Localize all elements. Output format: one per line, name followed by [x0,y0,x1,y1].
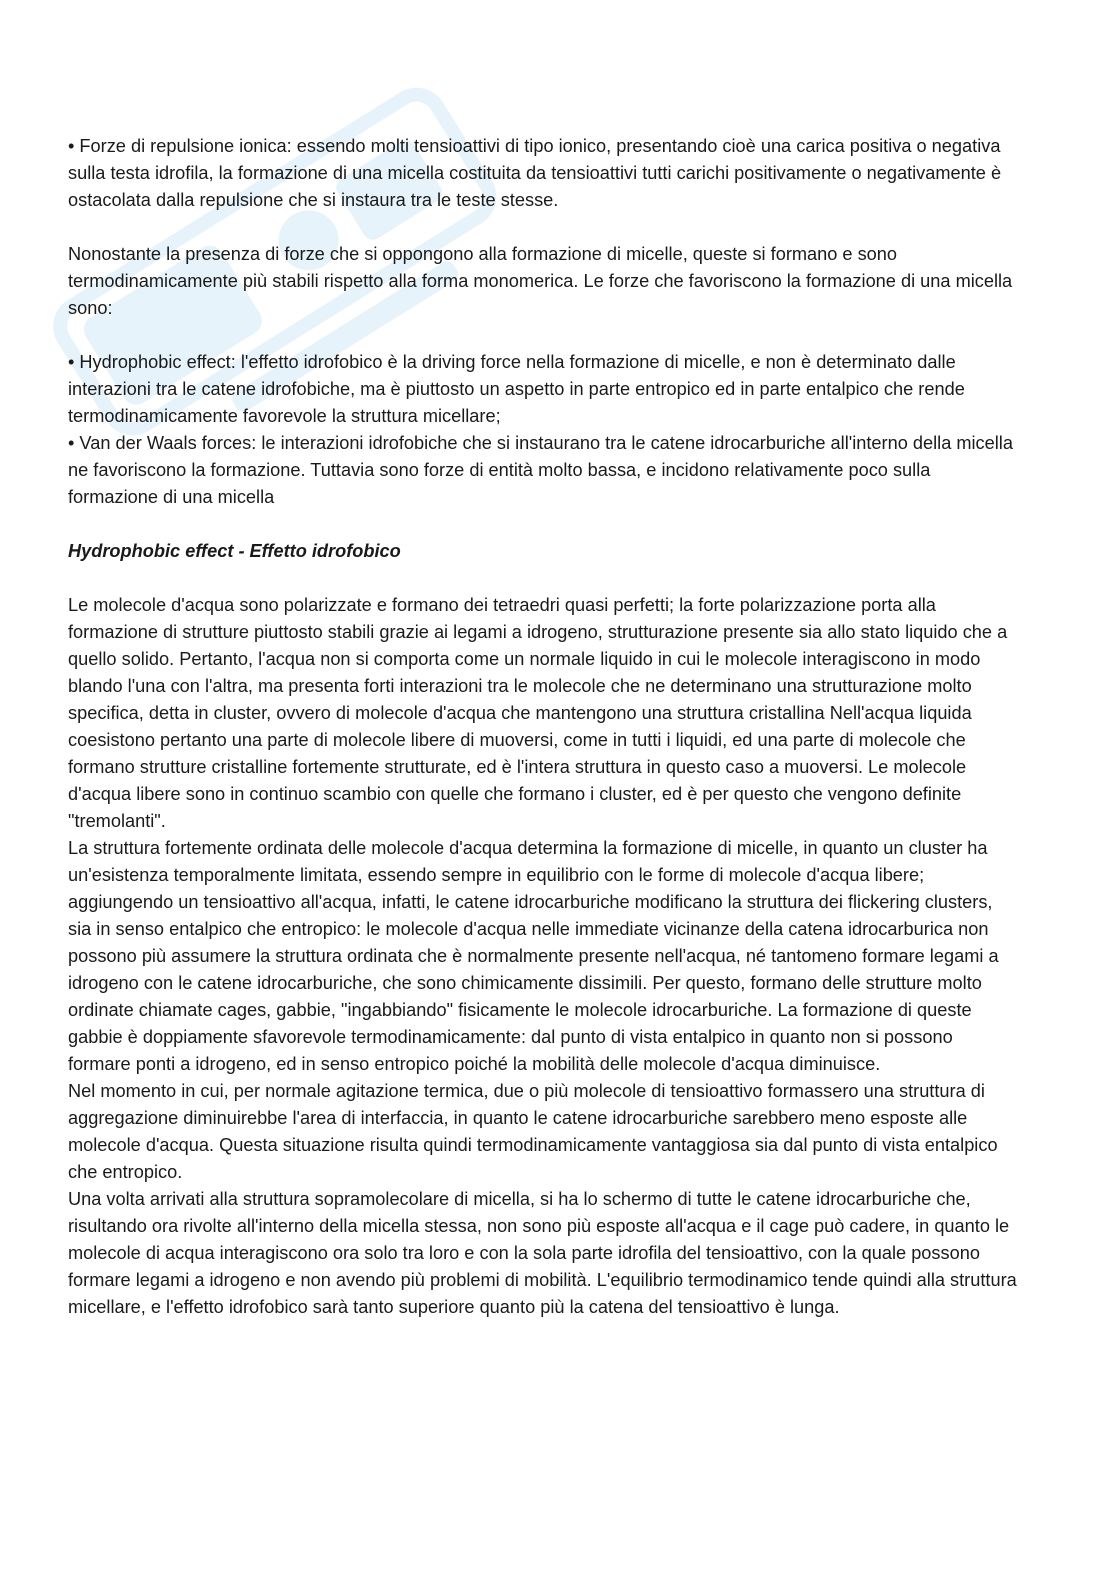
body-paragraph: Nel momento in cui, per normale agitazione termica, due o più molecole di tensioattivo formassero una struttura di aggregazione diminuirebbe l'area di interfaccia, in quanto le catene idrocarburiche sarebbero meno esposte alle molecole d'acqua. Questa situazione risulta quindi termodinamicamente vantaggiosa sia dal punto di vista entalpico che entropico. [68,1081,998,1182]
intro-bullet: • Forze di repulsione ionica: essendo molti tensioattivi di tipo ionico, presentando cioè una carica positiva o negativa sulla testa idrofila, la formazione di una micella costituita da tensioattivi tutti carichi positivamente o negativamente è ostacolata dalla repulsione che si instaura tra le teste stesse. [68,136,1002,210]
document-page [68,133,1018,1321]
spacer [68,214,1018,241]
paragraph-forces: Nonostante la presenza di forze che si oppongono alla formazione di micelle, queste si formano e sono termodinamicamente più stabili rispetto alla forma monomerica. Le forze che favoriscono la formazione di una micella sono: [68,244,1013,318]
bullet-van-der-waals: • Van der Waals forces: le interazioni idrofobiche che si instaurano tra le catene idrocarburiche all'interno della micella ne favoriscono la formazione. Tuttavia sono forze di entità molto bassa, e incidono relativamente poco sulla formazione di una micella [68,433,1013,507]
body-paragraph: La struttura fortemente ordinata delle molecole d'acqua determina la formazione di micelle, in quanto un cluster ha un'esistenza temporalmente limitata, essendo sempre in equilibrio con le forme di molecole d'acqua libere; aggiungendo un tensioattivo all'acqua, infatti, le catene idrocarburiche modificano la struttura dei flickering clusters, sia in senso entalpico che entropico: le molecole d'acqua nelle immediate vicinanze della catena idrocarburica non possono più assumere la struttura ordinata che è normalmente presente nell'acqua, né tantomeno formare legami a idrogeno con le catene idrocarburiche, che sono chimicamente dissimili. Per questo, formano delle strutture molto ordinate chiamate cages, gabbie, "ingabbiando" fisicamente le molecole idrocarburiche. La formazione di queste gabbie è doppiamente sfavorevole termodinamicamente: dal punto di vista entalpico in quanto non si possono formare ponti a idrogeno, ed in senso entropico poiché la mobilità delle molecole d'acqua diminuisce. [68,838,999,1074]
spacer [68,322,1018,349]
spacer [68,565,1018,592]
section-heading: Hydrophobic effect - Effetto idrofobico [68,541,401,561]
body-paragraph: Una volta arrivati alla struttura sopramolecolare di micella, si ha lo schermo di tutte le catene idrocarburiche che, risultando ora rivolte all'interno della micella stessa, non sono più esposte all'acqua e il cage può cadere, in quanto le molecole di acqua interagiscono ora solo tra loro e con la sola parte idrofila del tensioattivo, con la quale possono formare legami a idrogeno e non avendo più problemi di mobilità. L'equilibrio termodinamico tende quindi alla struttura micellare, e l'effetto idrofobico sarà tanto superiore quanto più la catena del tensioattivo è lunga. [68,1189,1017,1317]
bullet-hydrophobic-effect: • Hydrophobic effect: l'effetto idrofobico è la driving force nella formazione di micelle, e non è determinato dalle interazioni tra le catene idrofobiche, ma è piuttosto un aspetto in parte entropico ed in parte entalpico che rende termodinamicamente favorevole la struttura micellare; [68,352,965,426]
body-paragraph: Le molecole d'acqua sono polarizzate e formano dei tetraedri quasi perfetti; la forte polarizzazione porta alla formazione di strutture piuttosto stabili grazie ai legami a idrogeno, strutturazione presente sia allo stato liquido che a quello solido. Pertanto, l'acqua non si comporta come un normale liquido in cui le molecole interagiscono in modo blando l'una con l'altra, ma presenta forti interazioni tra le molecole che ne determinano una strutturazione molto specifica, detta in cluster, ovvero di molecole d'acqua che mantengono una struttura cristallina Nell'acqua liquida coesistono pertanto una parte di molecole libere di muoversi, come in tutti i liquidi, ed una parte di molecole che formano strutture cristalline fortemente strutturate, ed è l'intera struttura in questo caso a muoversi. Le molecole d'acqua libere sono in continuo scambio con quelle che formano i cluster, ed è per questo che vengono definite "tremolanti". [68,595,1008,831]
spacer [68,511,1018,538]
